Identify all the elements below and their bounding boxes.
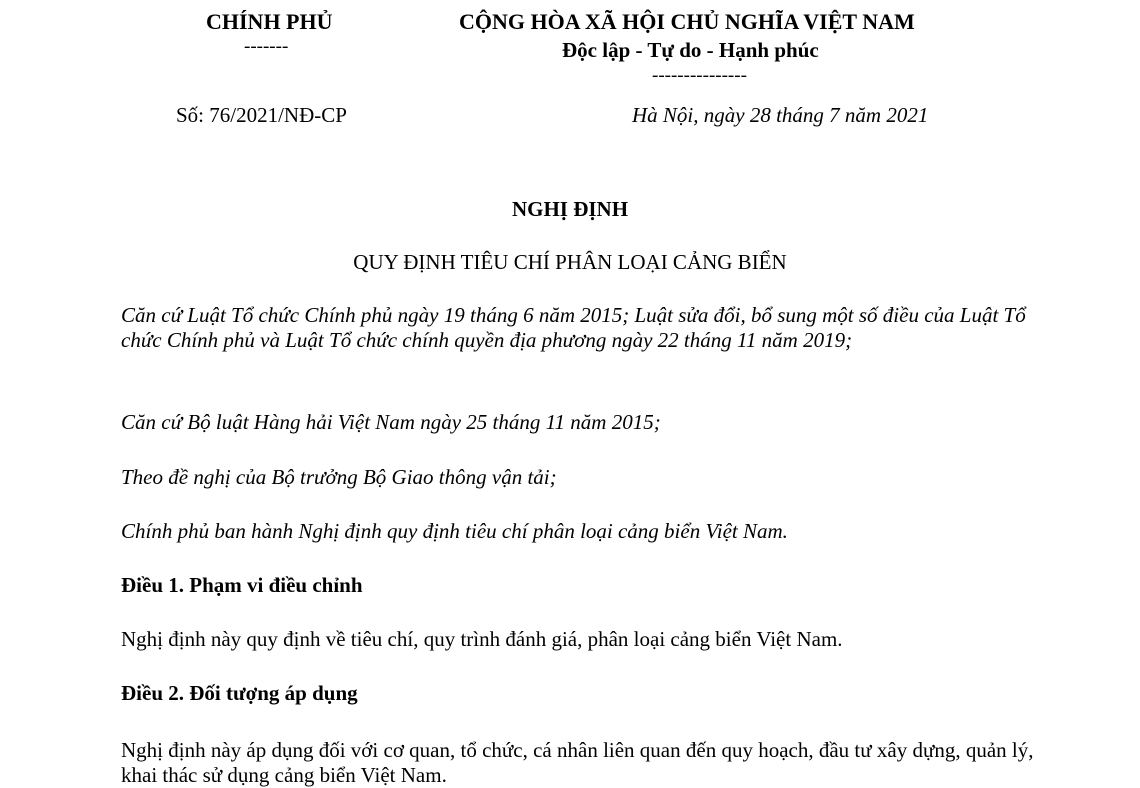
document-type: NGHỊ ĐỊNH bbox=[511, 197, 629, 221]
agency-separator: ------- bbox=[244, 36, 289, 57]
document-number: Số: 76/2021/NĐ-CP bbox=[176, 103, 347, 127]
issuing-agency: CHÍNH PHỦ bbox=[206, 9, 333, 34]
national-motto: Độc lập - Tự do - Hạnh phúc bbox=[562, 38, 819, 62]
preamble-paragraph: Căn cứ Bộ luật Hàng hải Việt Nam ngày 25 tháng 11 năm 2015; bbox=[121, 410, 661, 434]
place-and-date: Hà Nội, ngày 28 tháng 7 năm 2021 bbox=[632, 103, 929, 127]
preamble-paragraph: Chính phủ ban hành Nghị định quy định tiêu chí phân loại cảng biển Việt Nam. bbox=[121, 519, 788, 543]
preamble-paragraph: Căn cứ Luật Tổ chức Chính phủ ngày 19 tháng 6 năm 2015; Luật sửa đổi, bổ sung một số điều của Luật Tổ chức Chính phủ và Luật Tổ chức chính quyền địa phương ngày 22 tháng 11 năm 2019; bbox=[121, 303, 1026, 352]
article-heading: Điều 2. Đối tượng áp dụng bbox=[121, 681, 358, 705]
document-title: QUY ĐỊNH TIÊU CHÍ PHÂN LOẠI CẢNG BIỂN bbox=[353, 250, 787, 274]
article-text: Nghị định này áp dụng đối với cơ quan, tổ chức, cá nhân liên quan đến quy hoạch, đầu tư xây dựng, quản lý, khai thác sử dụng cảng biển Việt Nam. bbox=[121, 738, 1034, 787]
country-name: CỘNG HÒA XÃ HỘI CHỦ NGHĨA VIỆT NAM bbox=[459, 9, 915, 34]
motto-separator: --------------- bbox=[652, 65, 747, 86]
preamble-paragraph: Theo đề nghị của Bộ trưởng Bộ Giao thông vận tải; bbox=[121, 465, 557, 489]
article-heading: Điều 1. Phạm vi điều chỉnh bbox=[121, 573, 363, 597]
article-text: Nghị định này quy định về tiêu chí, quy trình đánh giá, phân loại cảng biển Việt Nam. bbox=[121, 627, 843, 651]
